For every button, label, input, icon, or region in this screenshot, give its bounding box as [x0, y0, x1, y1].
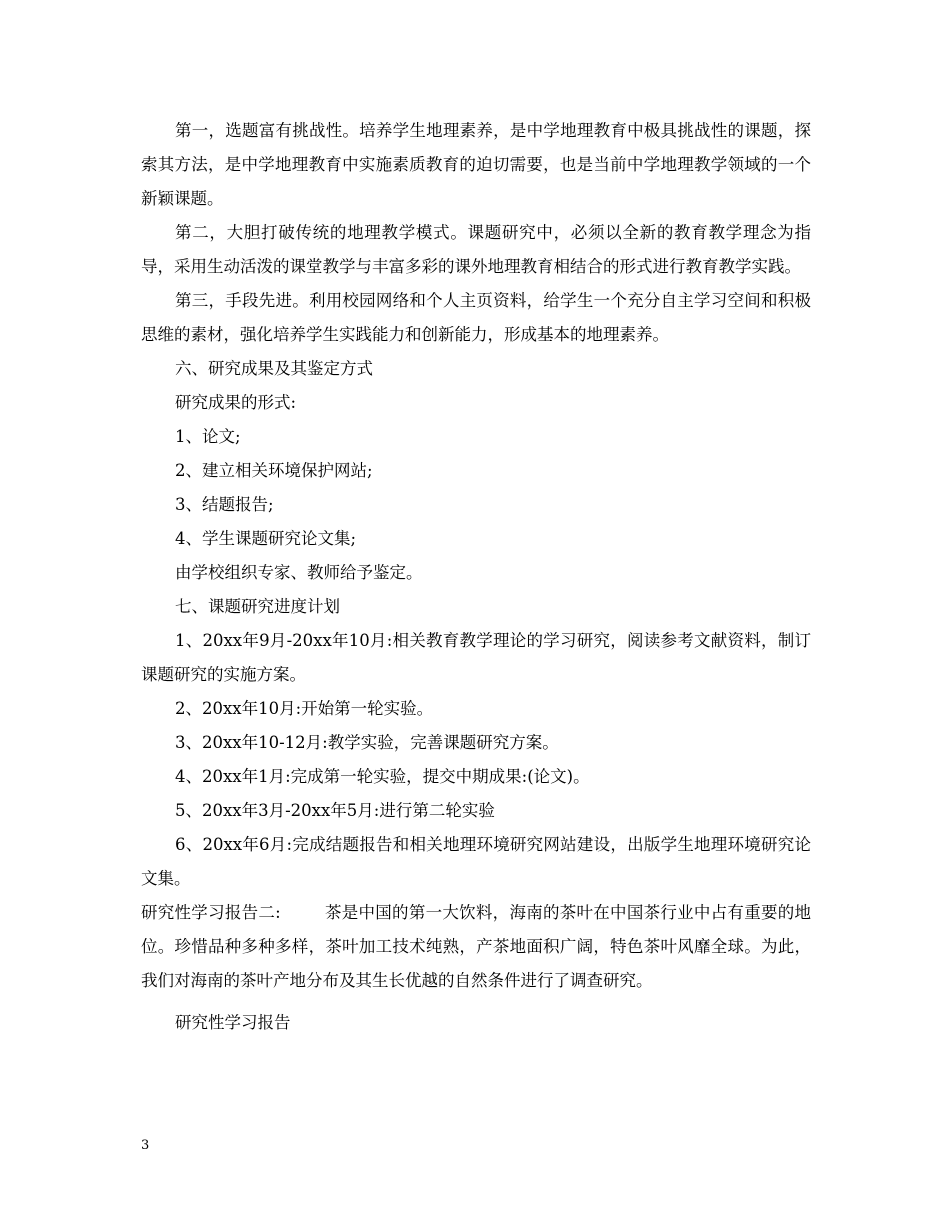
paragraph-third-point: 第三，手段先进。利用校园网络和个人主页资料，给学生一个充分自主学习空间和积极思维的素材，强化培养学生实践能力和创新能力，形成基本的地理素养。	[141, 291, 811, 344]
schedule-item-4: 4、20xx年1月:完成第一轮实验，提交中期成果:(论文)。	[175, 767, 590, 786]
list-item-result-4: 4、学生课题研究论文集;	[175, 529, 357, 548]
schedule-item-3: 3、20xx年10-12月:教学实验，完善课题研究方案。	[175, 733, 559, 752]
schedule-item-6: 6、20xx年6月:完成结题报告和相关地理环境研究网站建设，出版学生地理环境研究论文集。	[141, 835, 811, 888]
paragraph-first-point: 第一，选题富有挑战性。培养学生地理素养，是中学地理教育中极具挑战性的课题，探索其方法，是中学地理教育中实施素质教育的迫切需要，也是当前中学地理教学领域的一个新颖课题。	[141, 121, 811, 208]
schedule-item-5: 5、20xx年3月-20xx年5月:进行第二轮实验	[175, 801, 495, 820]
schedule-item-2: 2、20xx年10月:开始第一轮实验。	[175, 699, 434, 718]
list-item-result-3: 3、结题报告;	[175, 495, 274, 514]
section-heading-results: 六、研究成果及其鉴定方式	[175, 359, 373, 378]
results-form-label: 研究成果的形式:	[175, 393, 297, 412]
report-two-label: 研究性学习报告二:	[141, 903, 281, 922]
section-heading-schedule: 七、课题研究进度计划	[175, 597, 340, 616]
evaluation-note: 由学校组织专家、教师给予鉴定。	[175, 563, 423, 582]
page-number: 3	[141, 1138, 150, 1153]
report-two-paragraph	[141, 896, 811, 998]
closing-heading: 研究性学习报告	[175, 1013, 291, 1032]
document-body	[141, 114, 811, 1040]
report-two-text: 茶是中国的第一大饮料，海南的茶叶在中国茶行业中占有重要的地位。珍惜品种多种多样，茶叶加工技术纯熟，产茶地面积广阔，特色茶叶风靡全球。为此，我们对海南的茶叶产地分布及其生长优越的自然条件进行了调查研究。	[141, 903, 812, 990]
schedule-item-1: 1、20xx年9月-20xx年10月:相关教育教学理论的学习研究，阅读参考文献资料，制订课题研究的实施方案。	[141, 631, 811, 684]
list-item-result-2: 2、建立相关环境保护网站;	[175, 461, 373, 480]
paragraph-second-point: 第二，大胆打破传统的地理教学模式。课题研究中，必须以全新的教育教学理念为指导，采用生动活泼的课堂教学与丰富多彩的课外地理教育相结合的形式进行教育教学实践。	[141, 223, 811, 276]
list-item-result-1: 1、论文;	[175, 427, 241, 446]
